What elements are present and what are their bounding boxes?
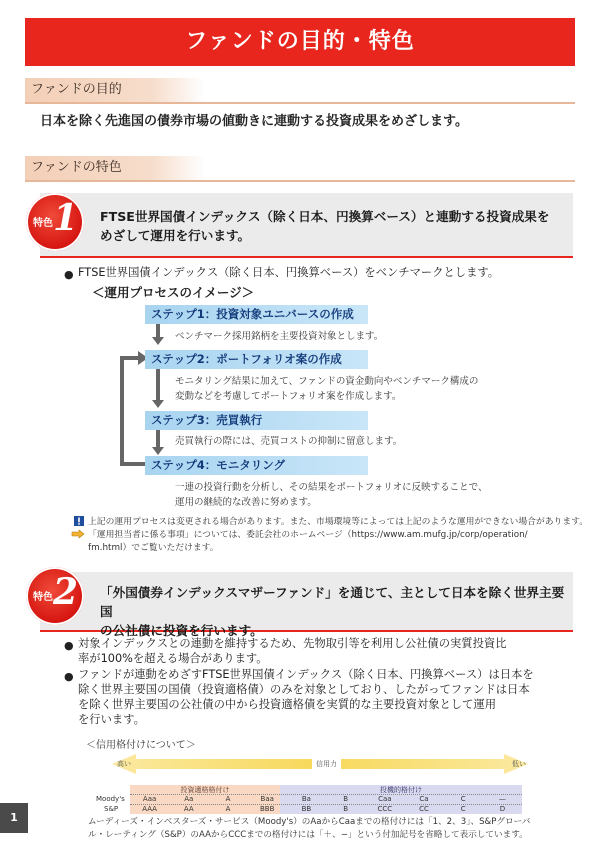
moodys-rating-cell: Ca	[419, 795, 429, 803]
moodys-row	[130, 795, 522, 803]
feature-2-bullet-2-line-1: ファンドが連動をめざすFTSE世界国債インデックス（除く日本、円換算ベース）は日本を	[78, 668, 534, 681]
feature-1-box	[40, 193, 573, 258]
step-2-box: ステップ2：ポートフォリオ案の作成	[145, 350, 368, 369]
speculative-grade-label: 投機的格付け	[380, 786, 422, 794]
sp-rating-cell: D	[499, 805, 506, 813]
note-2	[88, 529, 528, 555]
bullet-icon: ●	[64, 670, 74, 683]
rating-note-line-2: ル・レーティング（S&P）のAAからCCCまでの格付けには「＋、−」という付加記号を省略して表示しています。	[88, 830, 528, 840]
feature-1-line-1: FTSE世界国債インデックス（除く日本、円換算ベース）と連動する投資成果を	[100, 209, 550, 224]
badge-prefix: 特色	[33, 218, 53, 229]
moodys-rating-cell: Aa	[184, 795, 194, 803]
feature-2-badge	[26, 567, 84, 625]
badge-prefix: 特色	[33, 592, 53, 603]
sp-rating-cell: B	[343, 805, 349, 813]
sp-rating-cell: CCC	[377, 805, 393, 813]
feature-2-bullet-1	[64, 636, 507, 666]
arrow-down-icon	[152, 324, 164, 346]
step-4-box: ステップ4：モニタリング	[145, 456, 368, 475]
moodys-rating-cell: A	[225, 795, 231, 803]
bullet-icon: ●	[64, 639, 74, 652]
step-2-desc-line-1: モニタリング結果に加えて、ファンドの資金動向やベンチマーク構成の	[175, 376, 479, 387]
step-4-desc-line-1: 一連の投資行動を分析し、その結果をポートフォリオに反映することで、	[175, 482, 488, 493]
step-4-desc-line-2: 運用の継続的な改善に努めます。	[175, 497, 317, 508]
feature-2-box	[40, 572, 573, 638]
feature-2-bullet-2-line-3: を除く世界主要国の公社債の中から投資適格債を実質的な主要投資対象として運用	[78, 698, 496, 711]
moodys-rating-cell: —	[498, 795, 506, 803]
moodys-rating-cell: Baa	[260, 795, 274, 803]
feature-2-bullet-2-line-2: 除く世界主要国の国債（投資適格債）のみを対象としており、したがってファンドは日本	[78, 683, 530, 696]
feature-1-line-2: めざして運用を行います。	[100, 228, 251, 243]
step-1-desc-line: ベンチマーク採用銘柄を主要投資対象とします。	[175, 331, 384, 342]
investment-grade-label: 投資適格格付け	[180, 786, 230, 794]
sp-rating-cell: A	[225, 805, 231, 813]
note-2-line-1: 「運用担当者に係る事項」については、委託会社のホームページ（https://www.am.mufg.jp/corp/operation/	[88, 530, 528, 540]
rating-low-label: 低い	[512, 760, 526, 768]
rating-title: ＜信用格付けについて＞	[86, 740, 196, 751]
note-1-text: 上記の運用プロセスは変更される場合があります。また、市場環境等によっては上記のような運用ができない場合があります。	[88, 517, 589, 527]
page-title: ファンドの目的・特色	[25, 18, 575, 66]
sp-rating-cell: C	[460, 805, 466, 813]
moodys-rating-cell: B	[343, 795, 349, 803]
step-3-desc-line: 売買執行の際には、売買コストの抑制に留意します。	[175, 436, 403, 447]
step-1-box: ステップ1：投資対象ユニバースの作成	[145, 305, 368, 324]
feature-2-bullet-1-line-1: 対象インデックスとの連動を維持するため、先物取引等を利用し公社債の実質投資比	[78, 637, 507, 650]
sp-rating-cell: CC	[419, 805, 429, 813]
feature-2-line-1: 「外国債券インデックスマザーファンド」を通じて、主として日本を除く世界主要国	[100, 585, 565, 619]
step-3-box: ステップ3：売買執行	[145, 411, 368, 430]
sp-row	[130, 805, 522, 813]
feature-1-bullet-text: FTSE世界国債インデックス（除く日本、円換算ベース）をベンチマークとします。	[78, 266, 500, 279]
badge-number: 2	[53, 571, 79, 613]
sp-rating-cell: AAA	[142, 805, 157, 813]
moodys-label: Moody's	[96, 795, 125, 803]
section-header-features-label: ファンドの特色	[25, 156, 205, 180]
feature-1-bullet	[64, 265, 500, 281]
feature-2-bullet-2-line-4: を行います。	[78, 713, 145, 726]
arrow-down-icon	[152, 430, 164, 456]
page-number: 1	[0, 803, 28, 833]
bullet-icon: ●	[64, 268, 74, 281]
feature-2-bullet-1-line-2: 率が100%を超える場合があります。	[78, 652, 268, 665]
section-header-purpose	[25, 78, 575, 104]
section-header-purpose-label: ファンドの目的	[25, 78, 205, 102]
note-2-line-2: fm.html）でご覧いただけます。	[88, 543, 219, 553]
step-4-desc	[175, 480, 487, 510]
rating-note	[88, 816, 530, 842]
step-2-desc-line-2: 変動などを考慮してポートフォリオ案を作成します。	[175, 391, 402, 402]
feature-2-bullet-2	[64, 667, 534, 727]
rating-note-line-1: ムーディーズ・インベスターズ・サービス（Moody's）のAaからCaaまでの格付けには「1、2、3」、S&Pグローバ	[88, 817, 531, 827]
step-2-desc	[175, 374, 478, 404]
badge-number: 1	[53, 197, 79, 239]
sp-rating-cell: BB	[301, 805, 312, 813]
arrow-down-icon	[152, 369, 164, 409]
sp-label: S&P	[104, 805, 119, 813]
moodys-rating-cell: Caa	[378, 795, 392, 803]
rating-mid-label: 信用力	[312, 759, 341, 769]
feature-1-badge	[26, 193, 84, 251]
rating-high-label: 高い	[117, 760, 131, 768]
purpose-text: 日本を除く先進国の債券市場の値動きに連動する投資成果をめざします。	[40, 114, 468, 129]
moodys-rating-cell: C	[460, 795, 466, 803]
feature-2-line-2: の公社債に投資を行います。	[100, 623, 263, 638]
exclamation-icon	[74, 516, 84, 526]
feature-2-text	[100, 583, 573, 640]
sp-rating-cell: AA	[183, 805, 194, 813]
note-1	[88, 516, 588, 529]
moodys-rating-cell: Aaa	[142, 795, 157, 803]
pointing-hand-icon	[71, 529, 85, 539]
process-title: ＜運用プロセスのイメージ＞	[92, 285, 255, 300]
section-header-features	[25, 156, 575, 182]
step-1-desc	[175, 329, 383, 344]
moodys-rating-cell: Ba	[301, 795, 311, 803]
feature-1-text	[100, 207, 549, 245]
sp-rating-cell: BBB	[260, 805, 275, 813]
step-3-desc	[175, 434, 402, 449]
